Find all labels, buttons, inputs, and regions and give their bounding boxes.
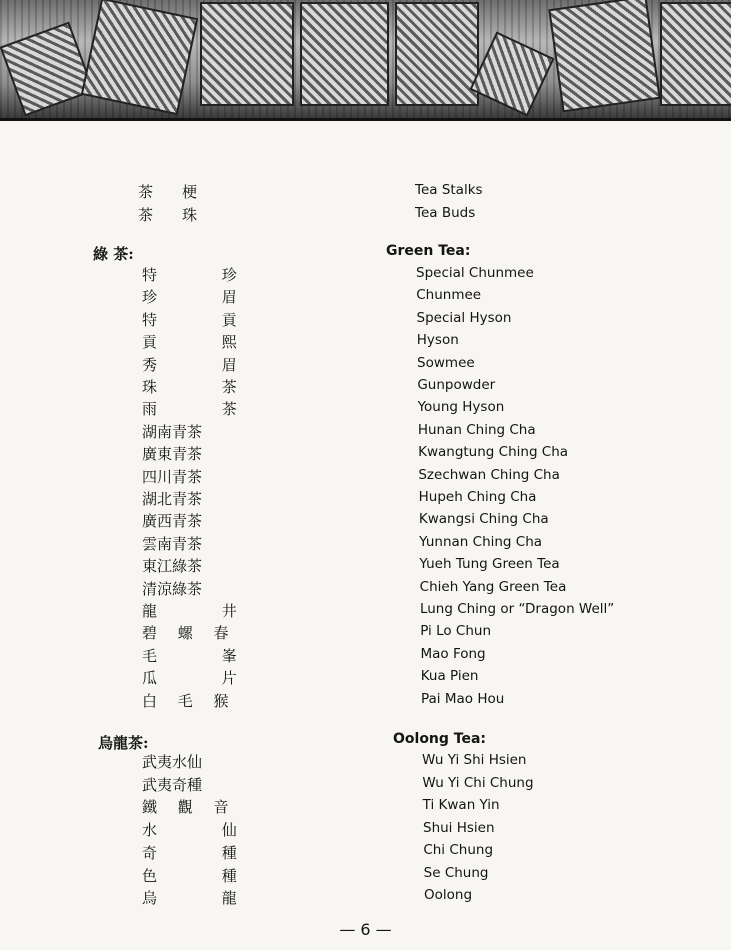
glossary-row-en: Shui Hsien: [423, 819, 495, 836]
glossary-row-zh: [0, 752, 731, 772]
glossary-row-zh: [0, 511, 731, 531]
section-heading-en: Green Tea:: [386, 243, 471, 259]
glossary-row-en: Sowmee: [417, 354, 475, 371]
glossary-row-en: Ti Kwan Yin: [422, 797, 500, 813]
glossary-row-en: Tea Stalks: [415, 182, 483, 198]
glossary-row-zh: [0, 332, 731, 352]
glossary-row-zh: [0, 556, 731, 576]
tea-tin-image: [548, 0, 661, 112]
zh-term: 碧 螺 春: [142, 624, 237, 643]
glossary-row-en: Mao Fong: [420, 645, 486, 662]
glossary-row-en: Hyson: [416, 332, 459, 349]
glossary-row-zh: [0, 888, 731, 908]
glossary-row-en: Young Hyson: [417, 399, 505, 416]
zh-term: 毛 峯: [142, 646, 267, 665]
page-number: — 6 —: [339, 920, 392, 939]
glossary-row-zh: [0, 377, 731, 397]
glossary-row-en: Hupeh Ching Cha: [418, 489, 537, 505]
zh-char: 茶: [138, 183, 154, 201]
glossary-row-zh: [0, 310, 731, 330]
glossary-row-en: Oolong: [424, 887, 473, 903]
zh-term: 瓜 片: [142, 669, 267, 688]
tea-tin-image: [200, 2, 294, 106]
glossary-row-zh: [0, 579, 731, 599]
glossary-row-en: Wu Yi Shi Hsien: [422, 752, 527, 768]
tea-tin-image: [81, 0, 198, 115]
zh-term: 珍 眉: [142, 288, 267, 307]
zh-term: 雨 茶: [142, 400, 267, 419]
zh-term: 秀 眉: [142, 355, 267, 374]
header-rule: [0, 118, 731, 121]
zh-term: 鐵 觀 音: [142, 798, 237, 817]
glossary-row-en: Kwangtung Ching Cha: [418, 444, 569, 461]
zh-term: 廣西青茶: [142, 512, 203, 531]
glossary-row-en: Szechwan Ching Cha: [418, 466, 560, 483]
glossary-row-zh: [0, 623, 731, 643]
glossary-row-zh: [0, 797, 731, 817]
glossary-row-en: Lung Ching or “Dragon Well”: [419, 601, 615, 617]
glossary-row-en: Se Chung: [423, 864, 489, 881]
section-heading-zh: 綠 茶:: [93, 245, 134, 263]
glossary-row-zh: [0, 265, 731, 285]
zh-term: 特 貢: [142, 310, 267, 329]
tea-tin-image: [395, 2, 479, 106]
glossary-row-zh: [0, 534, 731, 554]
glossary-row-zh: [0, 205, 731, 225]
glossary-row-en: Hunan Ching Cha: [417, 421, 536, 438]
tea-tin-image: [0, 22, 94, 117]
zh-term: 貢 熙: [142, 333, 267, 352]
glossary-row-en: Chieh Yang Green Tea: [419, 578, 567, 595]
tea-tin-image: [469, 31, 554, 116]
zh-char: 茶: [138, 206, 154, 224]
glossary-row-zh: [0, 444, 731, 464]
zh-term: 武夷水仙: [142, 753, 203, 771]
glossary-row-en: Wu Yi Chi Chung: [422, 774, 534, 791]
header-photo-banner: [0, 0, 731, 118]
glossary-row-en: Yueh Tung Green Tea: [419, 556, 560, 573]
zh-term: 雲南青茶: [142, 534, 203, 553]
glossary-row-zh: [0, 820, 731, 840]
zh-term: 四川青茶: [142, 467, 203, 486]
zh-term: 烏 龍: [142, 889, 267, 908]
glossary-row-en: Chi Chung: [423, 842, 494, 858]
glossary-row-zh: [0, 668, 731, 688]
glossary-row-en: Pai Mao Hou: [421, 690, 505, 707]
section-heading-en: Oolong Tea:: [393, 731, 487, 747]
zh-term: 珠 茶: [142, 378, 267, 396]
glossary-row-zh: [0, 691, 731, 711]
glossary-row-en: Gunpowder: [417, 377, 496, 393]
zh-term: 湖南青茶: [142, 422, 203, 441]
tea-tin-image: [660, 2, 731, 106]
glossary-row-zh: [0, 399, 731, 419]
glossary-row-en: Pi Lo Chun: [420, 623, 492, 640]
glossary-row-en: Special Hyson: [416, 309, 512, 326]
glossary-row-en: Tea Buds: [415, 205, 476, 221]
zh-term: 廣東青茶: [142, 445, 203, 464]
tea-tin-image: [300, 2, 389, 106]
zh-term: 東江綠茶: [142, 557, 203, 576]
glossary-row-en: Chunmee: [416, 287, 482, 304]
glossary-row-zh: [0, 489, 731, 509]
glossary-row-en: Kwangsi Ching Cha: [418, 511, 549, 528]
glossary-row-zh: [0, 422, 731, 442]
zh-term: 特 珍: [142, 266, 267, 284]
zh-term: 白 毛 猴: [142, 691, 237, 710]
glossary-row-zh: [0, 646, 731, 666]
glossary-row-en: Kua Pien: [420, 668, 479, 685]
zh-term: 色 種: [142, 866, 267, 885]
zh-char: 珠: [182, 206, 198, 224]
zh-term: 武夷奇種: [142, 775, 203, 794]
zh-char: 梗: [182, 183, 198, 201]
section-heading-zh: 烏龍茶:: [98, 734, 149, 752]
zh-term: 清涼綠茶: [142, 579, 203, 598]
glossary-row-zh: [0, 843, 731, 863]
glossary-row-zh: [0, 182, 731, 202]
glossary-row-zh: [0, 866, 731, 886]
zh-term: 水 仙: [142, 821, 267, 840]
zh-term: 龍 井: [142, 602, 267, 620]
zh-term: 湖北青茶: [142, 490, 203, 508]
glossary-row-zh: [0, 601, 731, 621]
glossary-row-zh: [0, 287, 731, 307]
zh-term: 奇 種: [142, 843, 267, 862]
glossary-row-en: Special Chunmee: [416, 265, 534, 281]
glossary-row-zh: [0, 467, 731, 487]
glossary-row-en: Yunnan Ching Cha: [419, 533, 543, 550]
glossary-row-zh: [0, 355, 731, 375]
glossary-row-zh: [0, 775, 731, 795]
